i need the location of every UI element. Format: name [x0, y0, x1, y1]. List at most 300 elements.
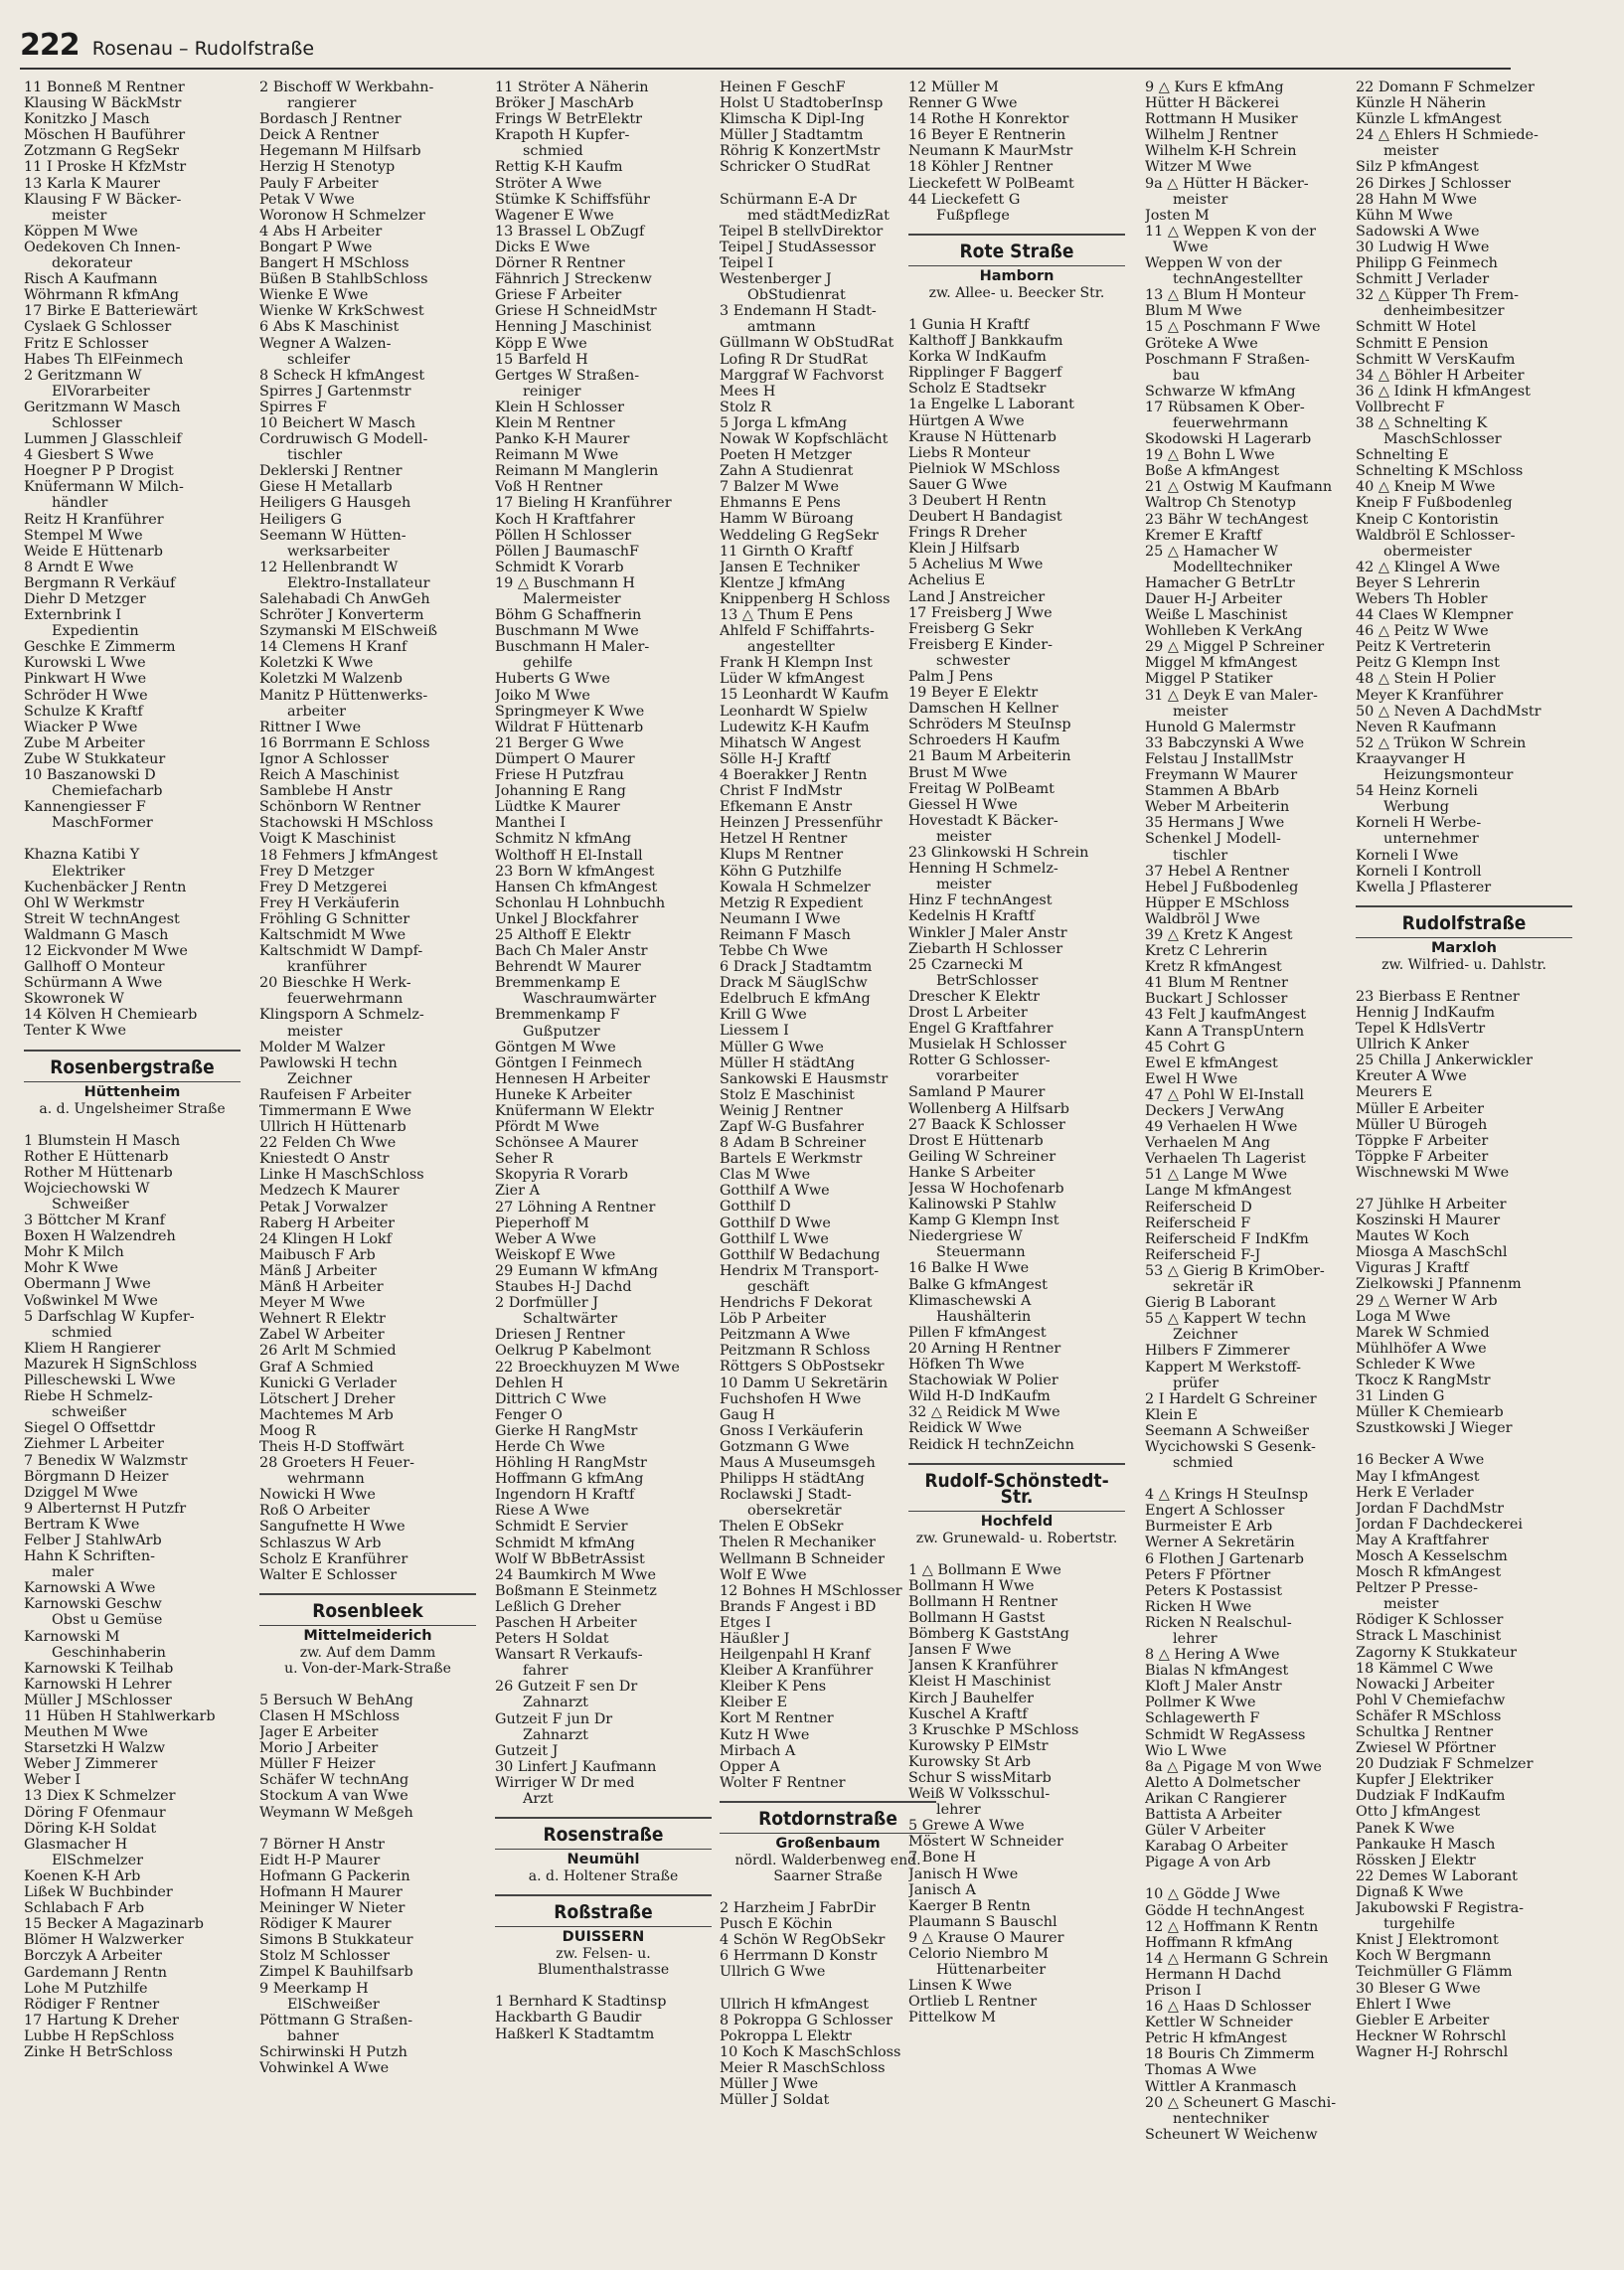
resident-entry: Gutzeit F jun Dr: [495, 1710, 613, 1727]
resident-entry: Krause N Hüttenarb: [908, 428, 1056, 445]
resident-entry: Mänß J Arbeiter: [259, 1262, 377, 1279]
resident-entry: Hilbers F Zimmerer: [1145, 1343, 1290, 1360]
resident-entry: 16 Balke H Wwe: [908, 1260, 1030, 1277]
resident-entry: Ortlieb L Rentner: [908, 1994, 1038, 2011]
spacer: [908, 1546, 1125, 1562]
resident-entry: Kaerger B Rentn: [908, 1897, 1031, 1914]
resident-entry: Neumann K MaurMstr: [908, 143, 1073, 160]
resident-entry: Stachowski H MSchloss: [259, 815, 433, 832]
resident-entry: Hetzel H Rentner: [720, 831, 848, 848]
resident-entry: Viguras J Kraftf: [1356, 1260, 1469, 1277]
resident-entry: Rottmann H Musiker: [1145, 111, 1298, 128]
resident-entry: Hoegner P P Drogist: [24, 463, 174, 480]
resident-entry: Wiacker P Wwe: [24, 719, 138, 735]
resident-entry: Pittelkow M: [908, 2010, 996, 2027]
resident-entry: 11 Bonneß M Rentner: [24, 80, 185, 95]
resident-entry: Stolz M Schlosser: [259, 1948, 390, 1965]
spacer: [720, 1884, 936, 1900]
resident-entry: Mihatsch W Angest: [720, 734, 862, 751]
resident-entry: Neven R Kaufmann: [1356, 719, 1497, 735]
resident-entry: 16 △ Haas D Schlosser: [1145, 1999, 1311, 2016]
spacer: [720, 176, 936, 192]
resident-entry: 14 Rothe H Konrektor: [908, 111, 1069, 128]
resident-entry: 16 Becker A Wwe: [1356, 1452, 1485, 1469]
resident-entry: Rössken J Elektr: [1356, 1852, 1476, 1868]
resident-entry: Hegemann M Hilfsarb: [259, 143, 421, 160]
page-number: 222: [20, 28, 80, 63]
resident-entry: 8 Adam B Schreiner: [720, 1135, 867, 1152]
resident-entry: Geiling W Schreiner: [908, 1148, 1056, 1165]
resident-entry: 13 Karla K Maurer: [24, 175, 161, 192]
street-heading: Rosenstraße: [495, 1817, 712, 1850]
resident-entry: Miggel M kfmAngest: [1145, 655, 1298, 672]
resident-entry: Haßkerl K Stadtamtm: [495, 2026, 655, 2042]
resident-entry: 26 Arlt M Schmied: [259, 1343, 397, 1360]
resident-entry: Schmitt W VersKaufm: [1356, 351, 1516, 368]
resident-entry: Zabel W Arbeiter: [259, 1327, 385, 1344]
resident-entry: 27 Löhning A Rentner: [495, 1199, 656, 1216]
resident-entry: Friese H Putzfrau: [495, 767, 624, 784]
entry-continuation: Fußpflege: [936, 207, 1010, 224]
resident-entry: Skowronek W: [24, 991, 124, 1008]
street-heading: Roßstraße: [495, 1894, 712, 1927]
resident-entry: Schenkel J Modell-: [1145, 831, 1281, 848]
resident-entry: Schmidt W RegAssess: [1145, 1726, 1306, 1743]
spacer: [495, 1978, 712, 1994]
entry-continuation: unternehmer: [1383, 831, 1479, 848]
resident-entry: Rödiger K Maurer: [259, 1916, 392, 1933]
resident-entry: Ullrich H Hüttenarb: [259, 1119, 406, 1136]
resident-entry: 53 △ Gierig B KrimOber-: [1145, 1262, 1325, 1279]
resident-entry: Bach Ch Maler Anstr: [495, 943, 648, 960]
resident-entry: Henning J Maschinist: [495, 319, 652, 336]
resident-entry: Kleiber K Pens: [720, 1679, 827, 1696]
resident-entry: 19 △ Bohn L Wwe: [1145, 447, 1275, 464]
resident-entry: Medzech K Maurer: [259, 1183, 400, 1200]
resident-entry: Gallhoff O Monteur: [24, 959, 165, 976]
resident-entry: 30 Linfert J Kaufmann: [495, 1758, 657, 1775]
resident-entry: Wollenberg A Hilfsarb: [908, 1100, 1069, 1117]
resident-entry: Waltrop Ch Stenotyp: [1145, 495, 1296, 512]
resident-entry: Lofing R Dr StudRat: [720, 351, 868, 368]
entry-continuation: ElSchmelzer: [52, 1852, 144, 1868]
resident-entry: Schmitt W Hotel: [1356, 319, 1477, 336]
resident-entry: 5 Darfschlag W Kupfer-: [24, 1308, 195, 1325]
directory-columns: [24, 80, 1614, 2256]
resident-entry: 14 Kölven H Chemiearb: [24, 1007, 198, 1024]
resident-entry: 2 Dorfmüller J: [495, 1295, 598, 1312]
resident-entry: Kleist H Maschinist: [908, 1674, 1052, 1691]
resident-entry: 15 Leonhardt W Kaufm: [720, 687, 890, 704]
resident-entry: Ahlfeld F Schiffahrts-: [720, 623, 875, 640]
resident-entry: Hendrichs F Dekorat: [720, 1295, 873, 1312]
entry-continuation: Chemiefacharb: [52, 783, 163, 800]
resident-entry: Weber M Arbeiterin: [1145, 799, 1290, 816]
resident-entry: Reidick W Wwe: [908, 1420, 1023, 1437]
resident-entry: Reimann M Manglerin: [495, 463, 659, 480]
resident-entry: Oelkrug P Kabelmont: [495, 1343, 651, 1360]
resident-entry: Ripplinger F Baggerf: [908, 365, 1062, 382]
resident-entry: Christ F IndMstr: [720, 783, 843, 800]
resident-entry: Gotthilf D: [720, 1199, 791, 1216]
resident-entry: 38 △ Schnelting K: [1356, 414, 1488, 431]
resident-entry: Wild H-D IndKaufm: [908, 1388, 1051, 1405]
resident-entry: 20 Bieschke H Werk-: [259, 975, 411, 992]
resident-entry: Kretz R kfmAngest: [1145, 959, 1282, 976]
resident-entry: Müller G Wwe: [720, 1039, 824, 1055]
entry-continuation: Geschinhaberin: [52, 1644, 166, 1661]
resident-entry: Karnowski Geschw: [24, 1596, 162, 1613]
resident-entry: Thelen E ObSekr: [720, 1519, 844, 1536]
resident-entry: 34 △ Böhler H Arbeiter: [1356, 367, 1525, 384]
resident-entry: Güler V Arbeiter: [1145, 1823, 1266, 1840]
resident-entry: Koenen K-H Arb: [24, 1867, 141, 1884]
resident-entry: Pillen F kfmAngest: [908, 1324, 1047, 1341]
resident-entry: Kühn M Wwe: [1356, 207, 1453, 224]
resident-entry: 10 Damm U Sekretärin: [720, 1375, 889, 1391]
resident-entry: 25 Chilla J Ankerwickler: [1356, 1053, 1533, 1069]
resident-entry: Mees H: [720, 383, 776, 400]
resident-entry: Schönborn W Rentner: [259, 799, 421, 816]
resident-entry: Krill G Wwe: [720, 1007, 807, 1024]
resident-entry: Aletto A Dolmetscher: [1145, 1774, 1301, 1791]
resident-entry: Skodowski H Lagerarb: [1145, 431, 1312, 448]
resident-entry: Töppke F Arbeiter: [1356, 1132, 1489, 1149]
district-name: DUISSERN: [562, 1929, 645, 1946]
resident-entry: Wehnert R Elektr: [259, 1311, 386, 1328]
resident-entry: Schlabach F Arb: [24, 1900, 145, 1917]
resident-entry: Reiferscheid F: [1145, 1215, 1251, 1231]
resident-entry: Sangufnette H Wwe: [259, 1519, 406, 1536]
street-location: Blumenthalstrasse: [537, 1962, 670, 1979]
resident-entry: Molder M Walzer: [259, 1039, 386, 1055]
resident-entry: Buckart J Schlosser: [1145, 991, 1288, 1008]
resident-entry: Meyer M Wwe: [259, 1295, 366, 1312]
resident-entry: Gotthilf D Wwe: [720, 1215, 831, 1231]
resident-entry: Pollmer K Wwe: [1145, 1695, 1256, 1711]
resident-entry: 4 Schön W RegObSekr: [720, 1932, 886, 1949]
resident-entry: Jager E Arbeiter: [259, 1724, 379, 1741]
resident-entry: Wolter F Rentner: [720, 1774, 846, 1791]
resident-entry: Hofmann G Packerin: [259, 1867, 410, 1884]
resident-entry: Stolz E Maschinist: [720, 1086, 855, 1103]
resident-entry: Edelbruch E kfmAng: [720, 991, 871, 1008]
resident-entry: Strack L Maschinist: [1356, 1628, 1502, 1645]
resident-entry: Kedelnis H Kraftf: [908, 908, 1035, 925]
resident-entry: Hendrix M Transport-: [720, 1262, 880, 1279]
resident-entry: Klups M Rentner: [720, 847, 844, 864]
entry-continuation: sekretär iR: [1173, 1279, 1254, 1296]
entry-continuation: Zeichner: [1173, 1327, 1238, 1344]
spacer: [1356, 973, 1572, 989]
resident-entry: Lieckefett W PolBeamt: [908, 175, 1074, 192]
spacer: [908, 301, 1125, 317]
resident-entry: Blömer H Walzwerker: [24, 1932, 184, 1949]
resident-entry: Wolf W BbBetrAssist: [495, 1550, 645, 1567]
resident-entry: Scheunert W Weichenw: [1145, 2126, 1318, 2143]
resident-entry: 12 △ Hoffmann K Rentn: [1145, 1918, 1319, 1935]
resident-entry: Raberg H Arbeiter: [259, 1215, 396, 1231]
resident-entry: 8a △ Pigage M von Wwe: [1145, 1758, 1322, 1775]
resident-entry: 42 △ Klingel A Wwe: [1356, 559, 1501, 575]
resident-entry: 5 Jorga L kfmAng: [720, 414, 848, 431]
resident-entry: Zube W Stukkateur: [24, 750, 166, 767]
resident-entry: 18 Kämmel C Wwe: [1356, 1660, 1494, 1677]
resident-entry: Wischnewski M Wwe: [1356, 1164, 1510, 1181]
resident-entry: Müller H städtAng: [720, 1054, 855, 1071]
resident-entry: 20 Arning H Rentner: [908, 1340, 1061, 1357]
resident-entry: Rother E Hüttenarb: [24, 1148, 169, 1165]
resident-entry: Mohr K Milch: [24, 1244, 124, 1261]
resident-entry: Kleiber E: [720, 1695, 788, 1711]
resident-entry: Staubes H-J Dachd: [495, 1279, 632, 1296]
resident-entry: Mänß H Arbeiter: [259, 1279, 384, 1296]
resident-entry: Heiligers G Hausgeh: [259, 495, 411, 512]
entry-continuation: amtmann: [747, 319, 816, 336]
resident-entry: Teipel I: [720, 254, 774, 271]
resident-entry: 3 Deubert H Rentn: [908, 492, 1047, 509]
resident-entry: Knippenberg H Schloss: [720, 590, 891, 607]
resident-entry: Korneli I Wwe: [1356, 847, 1459, 864]
resident-entry: Kretz C Lehrerin: [1145, 943, 1268, 960]
resident-entry: Löb P Arbeiter: [720, 1311, 827, 1328]
resident-entry: Koletzki K Wwe: [259, 655, 374, 672]
entry-continuation: feuerwehrmann: [1173, 414, 1289, 431]
entry-continuation: turgehilfe: [1383, 1916, 1455, 1933]
resident-entry: Bömberg K GaststAng: [908, 1626, 1069, 1643]
resident-entry: Korneli H Werbe-: [1356, 815, 1482, 832]
resident-entry: Klentze J kfmAng: [720, 574, 846, 591]
resident-entry: Waldmann G Masch: [24, 926, 169, 943]
resident-entry: Bongart P Wwe: [259, 239, 373, 255]
resident-entry: Metzig R Expedient: [720, 894, 864, 911]
resident-entry: Kunicki G Verlader: [259, 1375, 397, 1391]
resident-entry: May A Kraftfahrer: [1356, 1532, 1489, 1548]
resident-entry: Scholz E Kranführer: [259, 1550, 408, 1567]
entry-continuation: vorarbeiter: [936, 1068, 1019, 1085]
resident-entry: Lummen J Glasschleif: [24, 431, 182, 448]
resident-entry: Korka W IndKaufm: [908, 349, 1047, 366]
resident-entry: 1 Gunia H Kraftf: [908, 316, 1030, 333]
resident-entry: 29 △ Miggel P Schreiner: [1145, 639, 1325, 656]
resident-entry: 49 Verhaelen H Wwe: [1145, 1119, 1298, 1136]
resident-entry: 48 △ Stein H Polier: [1356, 671, 1496, 688]
resident-entry: Wellmann B Schneider: [720, 1550, 886, 1567]
resident-entry: Ohl W Werkmstr: [24, 894, 145, 911]
resident-entry: 54 Heinz Korneli: [1356, 783, 1478, 800]
resident-entry: Seemann A Schweißer: [1145, 1422, 1309, 1439]
resident-entry: Blum M Wwe: [1145, 303, 1242, 320]
resident-entry: Weber I: [24, 1772, 81, 1789]
running-title: Rosenau – Rudolfstraße: [91, 38, 315, 60]
entry-continuation: meister: [52, 207, 107, 224]
entry-continuation: bau: [1173, 367, 1201, 384]
resident-entry: 10 Beichert W Masch: [259, 414, 416, 431]
resident-entry: Pielniok W MSchloss: [908, 460, 1060, 477]
resident-entry: Zagorny K Stukkateur: [1356, 1644, 1518, 1661]
resident-entry: 18 Fehmers J kfmAngest: [259, 847, 438, 864]
spacer: [720, 1981, 936, 1997]
resident-entry: Herk E Verlader: [1356, 1484, 1474, 1501]
resident-entry: Kutz H Wwe: [720, 1726, 810, 1743]
resident-entry: Roß O Arbeiter: [259, 1503, 370, 1520]
resident-entry: Schonlau H Lohnbuchh: [495, 894, 666, 911]
resident-entry: 52 △ Trükon W Schrein: [1356, 734, 1527, 751]
resident-entry: Herzig H Stenotyp: [259, 159, 396, 176]
resident-entry: 28 Hahn M Wwe: [1356, 191, 1478, 208]
entry-continuation: Werbung: [1383, 799, 1449, 816]
resident-entry: Zube M Arbeiter: [24, 734, 145, 751]
resident-entry: Lötschert J Dreher: [259, 1390, 396, 1407]
resident-entry: Meuthen M Wwe: [24, 1724, 148, 1741]
resident-entry: Dignaß K Wwe: [1356, 1883, 1464, 1900]
resident-entry: Schönsee A Maurer: [495, 1135, 638, 1152]
resident-entry: Teichmüller G Flämm: [1356, 1964, 1513, 1981]
entry-continuation: bahner: [287, 2027, 339, 2044]
street-location: a. d. Ungelsheimer Straße: [39, 1100, 226, 1117]
resident-entry: 7 Balzer M Wwe: [720, 479, 839, 496]
resident-entry: Kettler W Schneider: [1145, 2015, 1293, 2031]
resident-entry: Knist J Elektromont: [1356, 1932, 1499, 1949]
resident-entry: 14 Clemens H Kranf: [259, 639, 407, 656]
resident-entry: Linsen K Wwe: [908, 1978, 1013, 1995]
street-heading: Rosenbleek: [259, 1593, 476, 1626]
resident-entry: Bialas N kfmAngest: [1145, 1663, 1289, 1680]
entry-continuation: schmied: [52, 1324, 112, 1341]
resident-entry: Schnelting E: [1356, 447, 1449, 464]
resident-entry: 45 Cohrt G: [1145, 1039, 1225, 1055]
resident-entry: May I kfmAngest: [1356, 1468, 1480, 1485]
resident-entry: Kuchenbäcker J Rentn: [24, 879, 187, 895]
resident-entry: Klingsporn A Schmelz-: [259, 1007, 424, 1024]
street-location: zw. Auf dem Damm: [299, 1644, 436, 1661]
resident-entry: Wegner A Walzen-: [259, 335, 392, 352]
resident-entry: 33 Babczynski A Wwe: [1145, 734, 1305, 751]
resident-entry: Deubert H Bandagist: [908, 509, 1062, 526]
entry-continuation: Expedientin: [52, 623, 139, 640]
resident-entry: 9 Alberternst H Putzfr: [24, 1500, 187, 1517]
resident-entry: 23 Bierbass E Rentner: [1356, 988, 1520, 1005]
resident-entry: Freisberg G Sekr: [908, 620, 1034, 637]
resident-entry: 3 Kruschke P MSchloss: [908, 1721, 1079, 1738]
resident-entry: 6 Flothen J Gartenarb: [1145, 1550, 1304, 1567]
resident-entry: Schmidt E Servier: [495, 1519, 628, 1536]
resident-entry: Zotzmann G RegSekr: [24, 143, 179, 160]
entry-continuation: Haushälterin: [936, 1308, 1032, 1325]
resident-entry: 29 △ Werner W Arb: [1356, 1292, 1498, 1309]
resident-entry: Fritz E Schlosser: [24, 335, 149, 352]
resident-entry: Philipp G Feinmech: [1356, 255, 1498, 272]
resident-entry: Schmitt J Verlader: [1356, 271, 1490, 288]
resident-entry: 24 △ Ehlers H Schmiede-: [1356, 127, 1539, 144]
resident-entry: 15 Barfeld H: [495, 351, 588, 368]
resident-entry: 8 Scheck H kfmAngest: [259, 367, 425, 384]
resident-entry: 8 △ Hering A Wwe: [1145, 1647, 1280, 1664]
street-heading: Rote Straße: [908, 234, 1125, 266]
entry-continuation: gehilfe: [523, 655, 573, 672]
resident-entry: Wilhelm J Rentner: [1145, 127, 1278, 144]
resident-entry: Ewel E kfmAngest: [1145, 1054, 1278, 1071]
resident-entry: Meurers E: [1356, 1084, 1433, 1101]
entry-continuation: Heizungsmonteur: [1383, 767, 1514, 784]
resident-entry: Weiskopf E Wwe: [495, 1246, 616, 1263]
resident-entry: Schröder H Wwe: [24, 687, 148, 704]
resident-entry: Maibusch F Arb: [259, 1246, 376, 1263]
resident-entry: Mazurek H SignSchloss: [24, 1356, 198, 1373]
resident-entry: Heiligers G: [259, 511, 342, 528]
district-name: Hamborn: [979, 267, 1055, 284]
resident-entry: Heinzen J Pressenführ: [720, 815, 883, 832]
resident-entry: Jakubowski F Registra-: [1356, 1900, 1525, 1917]
street-location: zw. Wilfried- u. Dahlstr.: [1381, 956, 1546, 973]
resident-entry: Winkler J Maler Anstr: [908, 924, 1067, 941]
resident-entry: 14 △ Hermann G Schrein: [1145, 1950, 1329, 1967]
resident-entry: Stümke K Schiffsführ: [495, 191, 650, 208]
entry-continuation: Hüttenarbeiter: [936, 1962, 1047, 1979]
resident-entry: Schricker O StudRat: [720, 159, 871, 176]
resident-entry: Meyer K Kranführer: [1356, 687, 1504, 704]
entry-continuation: Wwe: [1173, 239, 1209, 255]
resident-entry: Müller J Stadtamtm: [720, 127, 864, 144]
resident-entry: Ludewitz K-H Kaufm: [720, 719, 870, 735]
resident-entry: Griese H SchneidMstr: [495, 303, 657, 320]
resident-entry: Boßmann E Steinmetz: [495, 1582, 657, 1599]
directory-column: [1145, 80, 1362, 2256]
resident-entry: Künzle L kfmAngest: [1356, 111, 1502, 128]
resident-entry: 29 Eumann W kfmAng: [495, 1262, 658, 1279]
resident-entry: Borczyk A Arbeiter: [24, 1948, 162, 1965]
resident-entry: Weide E Hüttenarb: [24, 543, 163, 560]
resident-entry: Hackbarth G Baudir: [495, 2010, 642, 2027]
resident-entry: 22 Demes W Laborant: [1356, 1867, 1518, 1884]
resident-entry: Kaltschmidt M Wwe: [259, 926, 406, 943]
resident-entry: Reich A Maschinist: [259, 767, 400, 784]
entry-continuation: med städtMedizRat: [747, 207, 890, 224]
resident-entry: Schlagewerth F: [1145, 1710, 1260, 1727]
resident-entry: Petak J Vorwalzer: [259, 1199, 388, 1216]
resident-entry: 2 Harzheim J FabrDir: [720, 1900, 876, 1917]
resident-entry: Musielak H Schlosser: [908, 1037, 1066, 1054]
resident-entry: 16 Borrmann E Schloss: [259, 734, 430, 751]
resident-entry: 6 Abs K Maschinist: [259, 319, 400, 336]
resident-entry: 21 Baum M Arbeiterin: [908, 748, 1071, 765]
entry-continuation: Schaltwärter: [523, 1311, 618, 1328]
resident-entry: Gutzeit J: [495, 1742, 559, 1759]
resident-entry: Kleiber A Kranführer: [720, 1663, 874, 1680]
resident-entry: Peters F Pförtner: [1145, 1566, 1271, 1583]
resident-entry: 1 Bernhard K Stadtinsp: [495, 1994, 667, 2011]
resident-entry: Voßwinkel M Wwe: [24, 1292, 158, 1309]
resident-entry: Damschen H Kellner: [908, 701, 1058, 718]
resident-entry: Woronow H Schmelzer: [259, 207, 425, 224]
resident-entry: Müller U Bürogeh: [1356, 1116, 1488, 1133]
resident-entry: Kloft J Maler Anstr: [1145, 1679, 1282, 1696]
resident-entry: Korneli I Kontroll: [1356, 863, 1482, 880]
resident-entry: Kupfer J Elektriker: [1356, 1772, 1494, 1789]
resident-entry: Köpp E Wwe: [495, 335, 587, 352]
resident-entry: Freitag W PolBeamt: [908, 780, 1055, 797]
resident-entry: Battista A Arbeiter: [1145, 1807, 1282, 1824]
resident-entry: 22 Felden Ch Wwe: [259, 1135, 397, 1152]
resident-entry: 13 △ Blum H Monteur: [1145, 287, 1306, 304]
resident-entry: Skopyria R Vorarb: [495, 1167, 628, 1184]
resident-entry: 17 Hartung K Dreher: [24, 2012, 179, 2028]
resident-entry: Vollbrecht F: [1356, 399, 1445, 415]
resident-entry: 9 △ Krause O Maurer: [908, 1929, 1064, 1946]
resident-entry: 17 Rübsamen K Ober-: [1145, 399, 1305, 415]
resident-entry: 11 △ Weppen K von der: [1145, 223, 1317, 240]
entry-continuation: schleifer: [287, 351, 351, 368]
